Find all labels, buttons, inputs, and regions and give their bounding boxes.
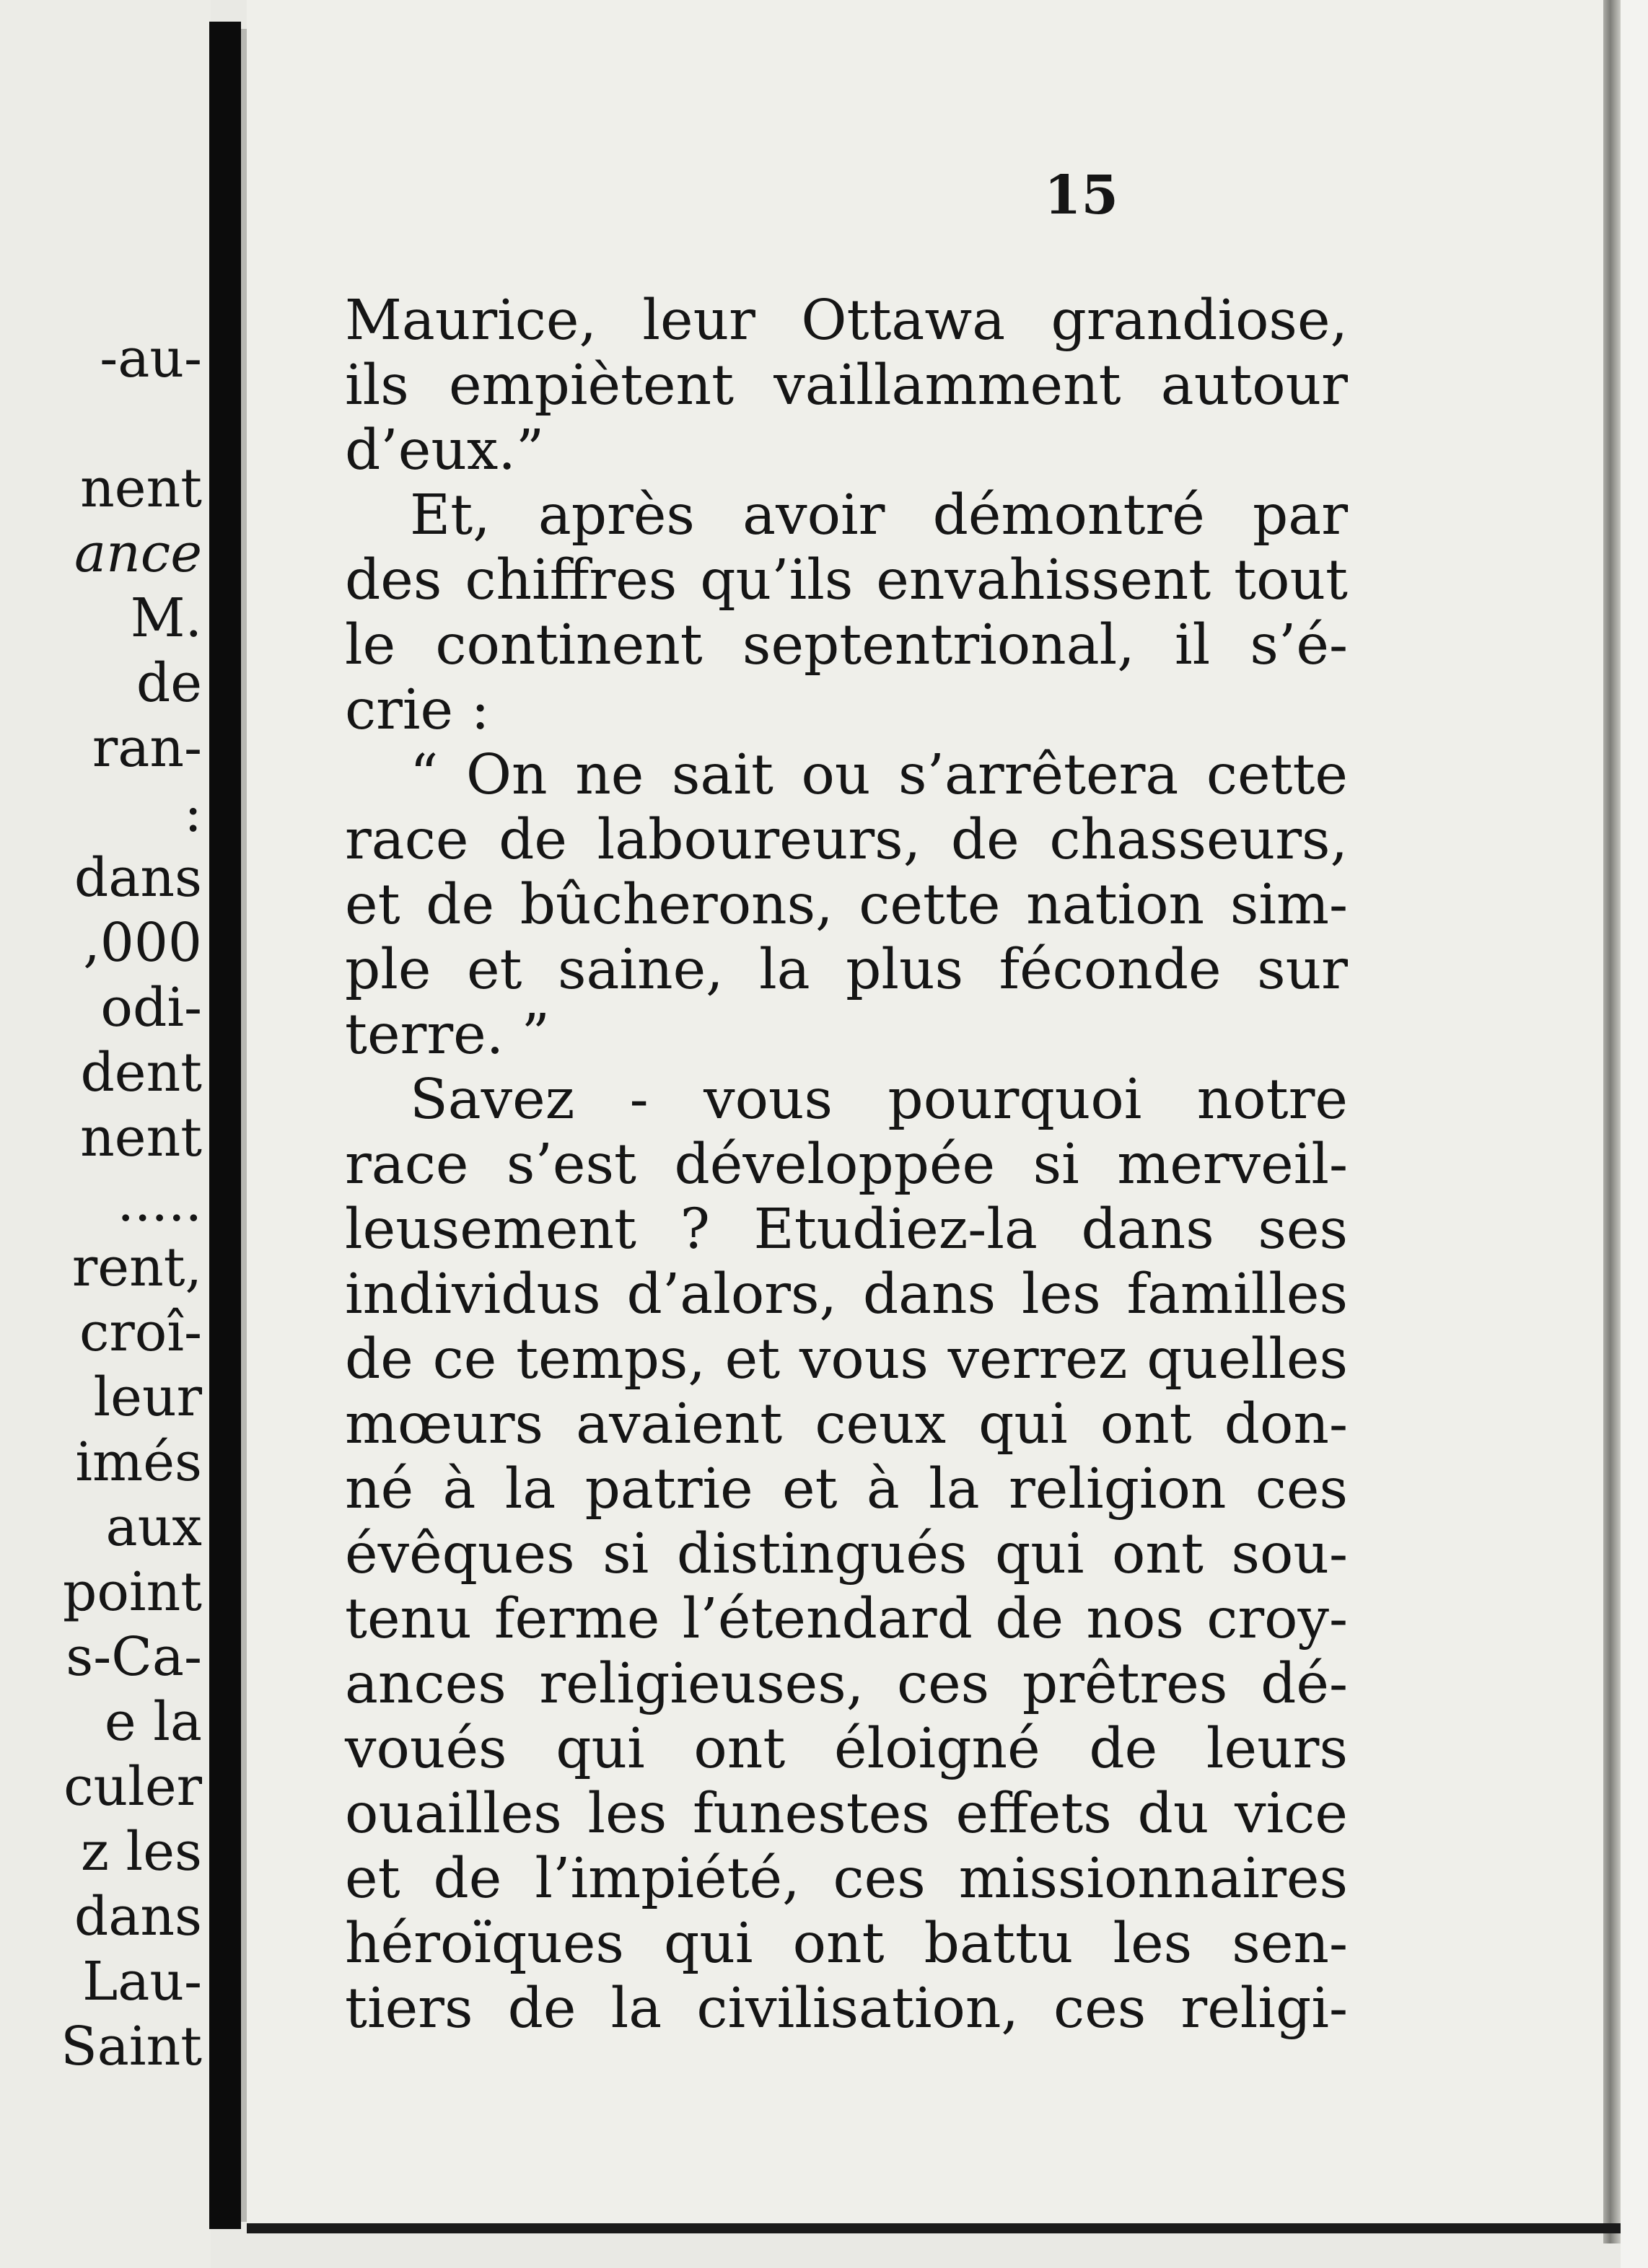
text-line: d’eux.”	[345, 418, 545, 483]
book-spine-gutter	[209, 22, 241, 2229]
left-line: Lau-	[82, 1951, 202, 2013]
page-number: 15	[1044, 164, 1118, 227]
text-line: race s’est développée si merveil-	[345, 1133, 1348, 1197]
left-line: .....	[117, 1172, 202, 1234]
text-line: terre. ”	[345, 1003, 551, 1067]
left-line: dent	[80, 1042, 202, 1104]
text-line: ouailles les funestes effets du vice	[345, 1782, 1348, 1846]
text-line: ils empiètent vaillamment autour	[345, 353, 1348, 418]
left-line: leur	[93, 1366, 202, 1428]
text-line: ances religieuses, ces prêtres dé-	[345, 1652, 1348, 1716]
text-line: Maurice, leur Ottawa grandiose,	[345, 289, 1348, 353]
left-line: Saint	[61, 2016, 202, 2078]
text-line: évêques si distingués qui ont sou-	[345, 1522, 1348, 1586]
text-line: “ On ne sait ou s’arrêtera cette	[410, 743, 1348, 807]
left-line: de	[136, 652, 202, 714]
left-line: :	[184, 782, 202, 844]
left-line: nent	[80, 1107, 202, 1169]
left-line: s-Ca-	[66, 1626, 202, 1688]
left-line: croî-	[79, 1301, 202, 1363]
text-line: le continent septentrional, il s’é-	[345, 613, 1348, 677]
left-line: odi-	[100, 977, 202, 1039]
text-line: et de bûcherons, cette nation sim-	[345, 873, 1348, 937]
left-line: point	[63, 1561, 202, 1623]
left-page-fragment	[0, 0, 211, 2268]
page-fore-edge	[1603, 0, 1621, 2243]
text-line: des chiffres qu’ils envahissent tout	[345, 548, 1348, 612]
left-line: e la	[104, 1691, 202, 1753]
left-line: imés	[75, 1431, 202, 1493]
text-line: né à la patrie et à la religion ces	[345, 1457, 1348, 1521]
text-line: Savez - vous pourquoi notre	[410, 1068, 1348, 1132]
text-line: race de laboureurs, de chasseurs,	[345, 808, 1348, 872]
text-line: tenu ferme l’étendard de nos croy-	[345, 1587, 1348, 1651]
left-line: aux	[105, 1496, 202, 1558]
page-bottom-edge	[247, 2223, 1621, 2233]
text-line: mœurs avaient ceux qui ont don-	[345, 1392, 1348, 1456]
left-line: z les	[81, 1821, 202, 1883]
text-line: de ce temps, et vous verrez quelles	[345, 1327, 1348, 1392]
left-line: culer	[63, 1756, 202, 1818]
left-line: ance	[74, 522, 202, 584]
text-line: héroïques qui ont battu les sen-	[345, 1912, 1348, 1976]
text-line: individus d’alors, dans les familles	[345, 1262, 1348, 1327]
scan-margin	[1621, 0, 1648, 2268]
left-line: ,000	[83, 912, 202, 974]
left-line: dans	[74, 847, 202, 909]
left-line: -au-	[100, 328, 202, 390]
text-line: leusement ? Etudiez-la dans ses	[345, 1197, 1348, 1262]
text-line: crie :	[345, 678, 490, 742]
left-line: nent	[80, 457, 202, 519]
left-line: dans	[74, 1886, 202, 1948]
text-line: ple et saine, la plus féconde sur	[345, 938, 1348, 1002]
left-line: rent,	[71, 1236, 202, 1298]
text-line: voués qui ont éloigné de leurs	[345, 1717, 1348, 1781]
text-line: tiers de la civilisation, ces religi-	[345, 1977, 1348, 2041]
text-line: Et, après avoir démontré par	[410, 483, 1348, 548]
left-line: ran-	[92, 717, 202, 779]
gutter-shadow	[241, 29, 247, 2222]
left-line: M.	[130, 587, 202, 649]
text-line: et de l’impiété, ces missionnaires	[345, 1847, 1348, 1911]
